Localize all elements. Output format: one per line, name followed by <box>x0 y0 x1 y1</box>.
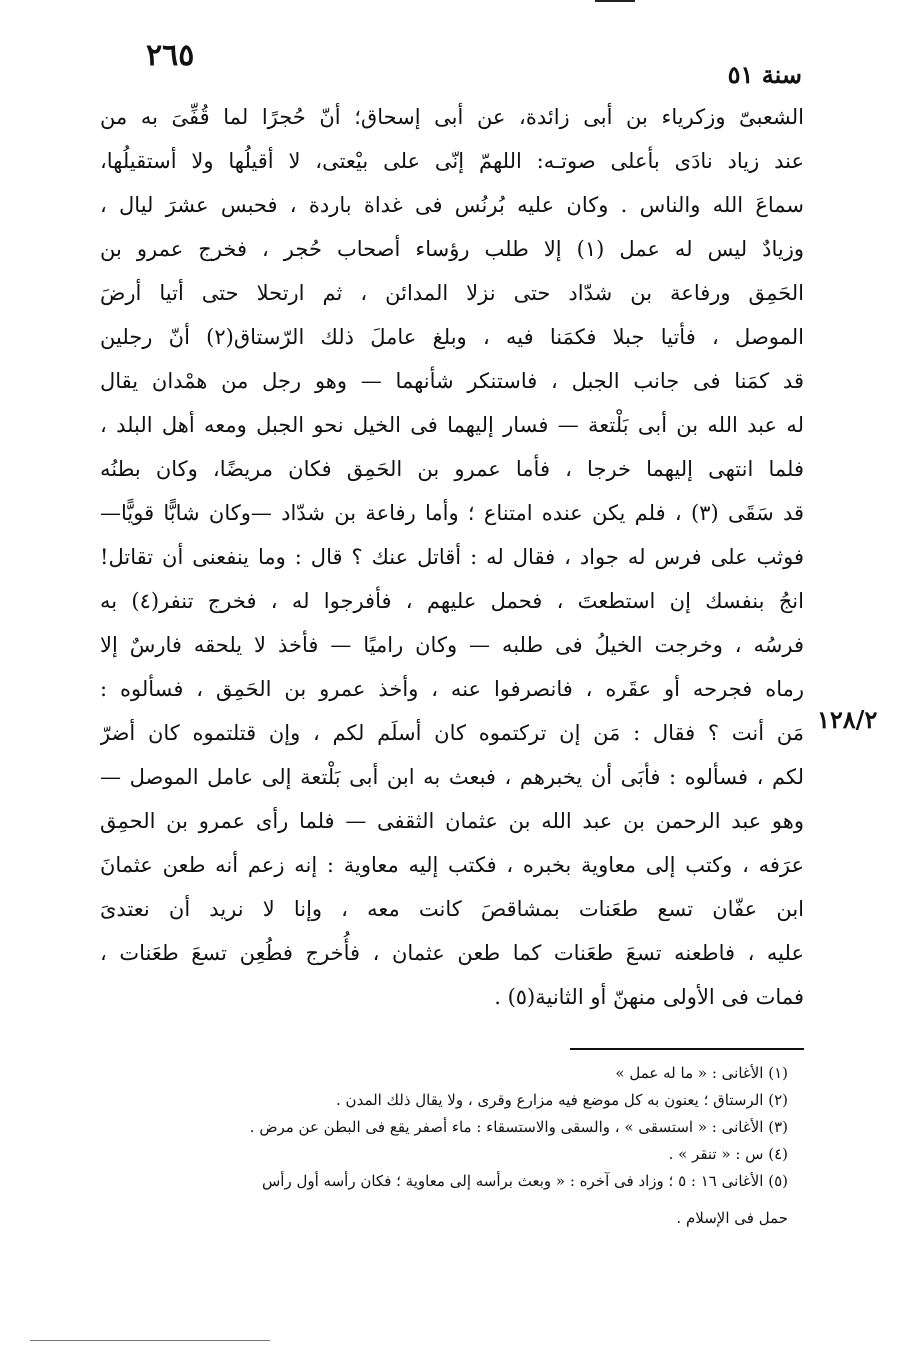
footnote: (٢) الرستاق ؛ يعنون به كل موضع فيه مزارع وقرى ، ولا يقال ذلك المدن . <box>336 1091 788 1109</box>
body-line: فوثب على فرس له جواد ، فقال له : أقاتل عنك ؟ قال : وما ينفعنى أن تقاتل! <box>100 545 804 569</box>
body-line: فلما انتهى إليهما خرجا ، فأما عمرو بن الحَمِق فكان مريضًا، وكان بطنُه <box>100 457 804 481</box>
body-line: لكم ، فسألوه : فأبَى أن يخبرهم ، فبعث به ابن أبى بَلْتعة إلى عامل الموصل — <box>100 765 804 789</box>
bottom-edge-line <box>30 1340 270 1341</box>
footnote-divider <box>570 1048 804 1050</box>
footnote: (٥) الأغانى ١٦ : ٥ ؛ وزاد فى آخره : « وبعث برأسه إلى معاوية ؛ فكان رأسه أول رأس <box>261 1172 788 1190</box>
body-line: الحَمِق ورفاعة بن شدّاد حتى نزلا المدائن ، ثم ارتحلا حتى أتيا أرضَ <box>100 281 804 305</box>
page-number: ٢٦٥ <box>146 38 195 73</box>
body-line: قد سَقَى (٣) ، فلم يكن عنده امتناع ؛ وأما رفاعة بن شدّاد —وكان شابًّا قويًّا— <box>100 501 804 525</box>
body-line: الشعبىّ وزكرياء بن أبى زائدة، عن أبى إسحاق؛ أنّ حُجرًا لما قُفِّىَ به من <box>100 105 804 129</box>
footnote: (١) الأغانى : « ما له عمل » <box>615 1064 788 1082</box>
running-head: سنة ٥١ <box>727 60 802 89</box>
body-line: انجُ بنفسك إن استطعتَ ، فحمل عليهم ، فأفرجوا له ، فخرج تنفر(٤) به <box>100 589 804 613</box>
body-line: وزيادٌ ليس له عمل (١) إلا طلب رؤساء أصحاب حُجر ، فخرج عمرو بن <box>100 237 804 261</box>
body-line: عرَفه ، وكتب إلى معاوية بخبره ، فكتب إليه معاوية : إنه زعم أنه طعن عثمانَ <box>100 853 804 877</box>
footnote-continuation: حمل فى الإسلام . <box>676 1209 788 1227</box>
footnote: (٣) الأغانى : « استسقى » ، والسقى والاستسقاء : ماء أصفر يقع فى البطن عن مرض . <box>249 1118 788 1136</box>
body-text <box>100 95 804 1019</box>
body-line: سماعَ الله والناس . وكان عليه بُرنُس فى غداة باردة ، فحبس عشرَ ليال ، <box>100 193 804 217</box>
body-line: الموصل ، فأتيا جبلا فكمَنا فيه ، وبلغ عاملَ ذلك الرّستاق(٢) أنّ رجلين <box>100 325 804 349</box>
body-line: رماه فجرحه أو عقَره ، فانصرفوا عنه ، وأخذ عمرو بن الحَمِق ، فسألوه : <box>100 677 804 701</box>
top-edge-mark <box>595 0 635 2</box>
footnotes <box>120 1060 788 1232</box>
body-line: وهو عبد الرحمن بن عبد الله بن عثمان الثقفى — فلما رأى عمرو بن الحمِق <box>100 809 804 833</box>
body-line: عليه ، فاطعنه تسعَ طعَنات كما طعن عثمان ، فأُخرج فطُعِن تسعَ طعَنات ، <box>100 941 804 965</box>
margin-reference: ١٢٨/٢ <box>817 705 878 734</box>
footnote: (٤) س : « تنقر » . <box>668 1145 788 1163</box>
body-line: فرسُه ، وخرجت الخيلُ فى طلبه — وكان راميًا — فأخذ لا يلحقه فارسٌ إلا <box>100 633 804 657</box>
body-line: عند زياد نادَى بأعلى صوتـه: اللهمّ إنّى على بيْعتى، لا أقيلُها ولا أستقيلُها، <box>100 149 804 173</box>
body-line: قد كمَنا فى جانب الجبل ، فاستنكر شأنهما — وهو رجل من همْدان يقال <box>100 369 804 393</box>
body-line: فمات فى الأولى منهنّ أو الثانية(٥) . <box>494 985 804 1009</box>
body-line: ابن عفّان تسع طعَنات بمشاقصَ كانت معه ، وإنا لا نريد أن نعتدىَ <box>100 897 804 921</box>
body-line: له عبد الله بن أبى بَلْتعة — فسار إليهما فى الخيل نحو الجبل ومعه أهل البلد ، <box>100 413 804 437</box>
body-line: مَن أنت ؟ فقال : مَن إن تركتموه كان أسلَم لكم ، وإن قتلتموه كان أضرّ <box>100 721 804 745</box>
